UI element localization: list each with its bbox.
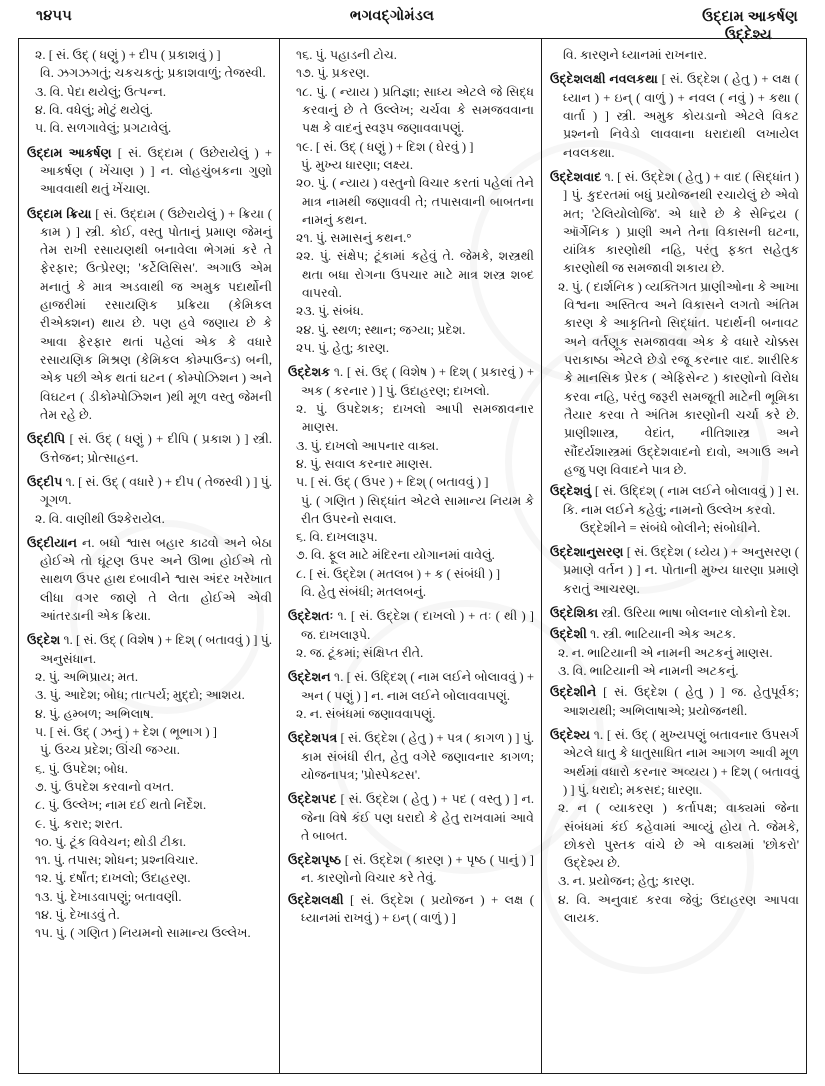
- entry-definition: સ્ત્રી. ઉરિયા ભાષા બોલનાર લોકોનો દેશ.: [598, 606, 791, 621]
- entry-sense: ૪. વિ. અનુવાદ કરવા જેવું; ઉદાહરણ આપવા લાયક.: [558, 892, 799, 926]
- dictionary-entry: [550, 604, 799, 622]
- dictionary-entry: [288, 729, 534, 784]
- entry-sense: ૬. વિ. દાખલારૂપ.: [296, 530, 378, 545]
- entry-sense: ૧૯. [ સં. ઉદ્ ( ધણું ) + દિશ ( ઘેરવું ) ]: [296, 139, 474, 154]
- entry-headword: ઉદ્દેશિકા: [550, 606, 599, 621]
- entry-sense: ૧૬. પું. પહાડની ટોચ.: [296, 48, 397, 62]
- entry-sense: ૧૪. પું. દેખાડવું તે.: [35, 908, 120, 923]
- dictionary-entry: [27, 144, 272, 199]
- entry-headword: ઉદ્દેશલક્ષી નવલકથા: [550, 72, 658, 87]
- dictionary-entry: [288, 891, 534, 928]
- dictionary-entry: [27, 534, 272, 626]
- entry-subnote: ઉદ્દેશીને = સંબંધે બોલીને; સંબોધીને.: [580, 520, 761, 535]
- entry-headword: ઉદ્દીપ: [27, 474, 63, 489]
- entry-definition: ન. બધો શ્વાસ બહાર કાઢવો અને બેઠા હોઈએ તો ઘૂંટણ ઉપર અને ઊભા હોઈએ તો સાથળ ઉપર હાથ દબાવીને શ્વાસ અંદર ખરેખાત લીધા વગર જાણે તે લેતા હોઈએ એવી આંતરડાની એક ક્રિયા.: [40, 535, 272, 624]
- entry-sense: ૩. પું. દાખલો આપનાર વાક્ય.: [296, 438, 439, 453]
- entry-sense: ૧૧. પું. તપાસ; શોધન; પ્રશ્નવિચાર.: [35, 853, 199, 868]
- entry-headword: ઉદ્દેશક: [288, 365, 331, 380]
- entry-sense: ૨. ન. ભાટિયાની એ નામની અટકનું માણસ.: [558, 645, 773, 660]
- entry-sense: ૭. વિ. ફૂલ માટે મંદિરના યોગાનમાં વાવેલું.: [296, 548, 495, 563]
- entry-headword: ઉદ્દેશલક્ષી: [288, 892, 344, 907]
- dictionary-entry: [550, 625, 799, 643]
- entry-headword: ઉદ્દામ આકર્ષણ: [27, 145, 112, 160]
- entry-sense: પું. ( ગણિત ) સિદ્ધાંત એટલે સામાન્ય નિયમ કે રીત ઉપરનો સવાલ.: [301, 493, 534, 526]
- entry-headword: ઉદ્દેશ્ય: [550, 727, 591, 742]
- entry-sense: ૨૫. પું. હેતુ; કારણ.: [296, 341, 390, 355]
- entry-definition: ૧. [ સં. ઉદ્ ( વધારે ) + દીપ ( તેજસ્વી ) ] પું. ગૂગળ.: [40, 474, 272, 508]
- text-column-1: [19, 39, 280, 1073]
- entry-sense: ૩. ન. પ્રયોજન; હેતુ; કારણ.: [558, 874, 695, 889]
- entry-headword: ઉદ્દીયાન: [27, 535, 77, 550]
- dictionary-entry: [550, 683, 799, 720]
- entry-sense: ૧૭. પું. પ્રકરણ.: [296, 66, 370, 81]
- text-column-2: [280, 39, 542, 1073]
- dictionary-entry: [288, 607, 534, 644]
- entry-sense: ૪. વિ. વધેલું; મોટું થયેલું.: [35, 102, 153, 117]
- entry-headword: ઉદ્દેશાનુસરણ: [550, 545, 624, 560]
- entry-definition: [ સં. ઉદ્દામ ( ઉછેરાયેલું ) + આકર્ષણ ( ખેંચાણ ) ] ન. લોહચુંબકના ગુણો આવવાથી થતું ખેંચાણ.: [40, 145, 272, 197]
- entry-sense: ૨. પું. ઉપદેશક; દાખલો આપી સમજાવનાર માણસ.: [296, 401, 534, 435]
- entry-sense: ૩. વિ. પેદા થયેલું; ઉત્પન્ન.: [35, 84, 167, 99]
- entry-sense: ૨. [ સં. ઉદ્ ( ધણું ) + દીપ ( પ્રકાશવું ) ]: [35, 48, 221, 62]
- text-column-3: [542, 39, 806, 1073]
- dictionary-entry: [288, 790, 534, 845]
- running-head-line2: ઉદ્દેશ્ય: [724, 27, 772, 44]
- entry-sense: પું. મુખ્ય ધારણા; લક્ષ્ય.: [301, 157, 413, 172]
- entry-definition: ૧. [ સં. ઉદ્ ( વિશેષ ) + દિશ્ ( પ્રકારવું ) + અક ( કરનાર ) ] પું. ઉદાહરણ; દાખલો.: [301, 365, 534, 398]
- entry-sense: ૮. [ સં. ઉદ્દેશ ( મતલબ ) + ક ( સંબંધી ) ]: [296, 566, 501, 581]
- entry-definition: ૧. [ સં. ઉદ્ ( મુખ્યપણું બતાવનાર ઉપસર્ગ એટલે ધાતુ કે ધાતુસાધિત નામ આગળ આવી મૂળ અર્થમાં વધારો કરનાર અવ્યય ) + દિશ્ ( બતાવવું ) ] પું. ધરાદો; મકસદ; ધારણા.: [563, 727, 799, 797]
- dictionary-entry: [550, 168, 799, 278]
- entry-definition: ૧. સ્ત્રી. ભાટિયાની એક અટક.: [586, 627, 736, 642]
- running-head-line1: ઉદ્દામ આકર્ષણ: [702, 9, 798, 25]
- dictionary-entry: [550, 482, 799, 519]
- entry-definition: [ સં. ઉદ્દિશ્ ( નામ લઈને બોલાવવું ) ] સ. કિ. નામ લઈને કહેવું; નામનો ઉલ્લેખ કરવો.: [563, 484, 799, 517]
- entry-sense: ૫. [ સં. ઉદ્ ( ઉપર ) + દિશ્ ( બતાવવું ) ]: [296, 475, 489, 490]
- dictionary-entry: [27, 473, 272, 510]
- entry-headword: ઉદ્દેશન: [288, 670, 331, 685]
- entry-headword: ઉદ્દીપિ: [27, 432, 66, 447]
- dictionary-entry: [288, 668, 534, 705]
- entry-sense: ૨૨. પું. સંક્ષેપ; ટૂંકામાં કહેવું તે. જેમકે, શસ્ત્રથી થતા બધા રોગના ઉપચાર માટે માત્ર શસ્ત્ર શબ્દ વાપરવો.: [296, 249, 534, 301]
- dictionary-entry: [288, 851, 534, 888]
- entry-sense: ૧૨. પું. દર્ષાંત; દાખલો; ઉદાહરણ.: [35, 871, 191, 886]
- entry-sense: ૨૧. પું. સમાસનું કથન.°: [296, 231, 412, 246]
- entry-headword: ઉદ્દેશપદ: [288, 792, 337, 807]
- entry-definition: ૧. [ સં. ઉદ્દેશ ( દાખલો ) + તઃ ( થી ) ] જ. દાખલારૂપે.: [301, 609, 534, 642]
- dictionary-entry: [550, 543, 799, 598]
- entry-sense: ૨. ન ( વ્યાકરણ ) કર્તાપક્ષ; વાક્યમાં જેના સંબંધમાં કંઈ કહેવામાં આવ્યું હોય તે. જેમકે, છોકરો પુસ્તક વાંચે છે એ વાક્યમાં 'છોકરો' ઉદ્દેશ્ય છે.: [558, 801, 799, 871]
- entry-definition: [ સં. ઉદ્દેશ ( કારણ ) + પૃષ્ઠ ( પાનું ) ] ન. કારણોનો વિચાર કરે તેવું.: [301, 853, 534, 886]
- entry-sense: ૫. [ સં. ઉદ્ ( ઝનું ) + દેશ ( ભૂભાગ ) ]: [35, 724, 217, 739]
- entry-definition: [ સં. ઉદ્દેશ ( હેતુ ) + પદ ( વસ્તુ ) ] ન. જેના વિષે કંઈ પણ ધરાદો કે હેતુ રાખવામાં આવે તે બાબત.: [301, 792, 534, 843]
- entry-definition: [ સં. ઉદ્દામ ( ઉછેરાયેલું ) + ક્રિયા ( કામ ) ] સ્ત્રી. કોઈ, વસ્તુ પોતાનું પ્રમાણ જેમનું તેમ રાખી રસાયણથી બનાવેલા ભેગમાં કરે તે ફેરફાર; ઉત્પ્રેરણ; 'કર્ટેલિસિસ'. અગાઉ એમ મનાતું કે માત્ર અડવાથી જ અમુક પદાર્થોની હાજરીમાં રસાયણિક પ્રક્રિયા (કેમિકલ રીએક્શન) થાય છે. પણ હવે જણાય છે કે આવા ફેરફાર થતાં પહેલાં એક કે વધારે રસાયણિક મિશ્રણ (કેમિકલ કોમ્પાઉન્ડ) બની, એક પછી એક થતાં ઘટન ( કોમ્પોઝિશન ) અને વિઘટન ( ડીકોમ્પોઝિશન )થી મૂળ વસ્તુ જેમની તેમ રહે છે.: [40, 206, 272, 422]
- entry-sense: ૨૦. પું. ( ન્યાય ) વસ્તુનો વિચાર કરતાં પહેલાં તેને માત્ર નામથી જણાવવી તે; તપાસવાની બાબતના નામનું કથન.: [296, 176, 534, 227]
- entry-sense: ૨૩. પું. સંબંધ.: [296, 304, 364, 319]
- entry-definition: ૧. [ સં. ઉદ્ ( વિશેષ ) + દિશ્ ( બતાવવું ) ] પું. અનુસંધાન.: [40, 633, 272, 666]
- entry-headword: ઉદ્દેશ: [27, 633, 61, 648]
- entry-sense: ૬. પું. ઉપદેશ; બોધ.: [35, 761, 128, 776]
- entry-headword: ઉદ્દેશી: [550, 627, 587, 642]
- entry-definition: ૧. [ સં. ઉદ્દેશ ( હેતુ ) + વાદ ( સિદ્ધાંત ) ] પું. કુદરતમાં બધું પ્રયોજનથી રચાયેલું છે એવો મત; 'ટેલિયોલોજિ'. એ ધારે છે કે સેન્દ્રિય ( ઑર્ગેનિક ) પ્રાણી અને તેના વિકાસની ઘટના, યાંત્રિક કારણોથી નહિ, પરંતુ ફક્ત સહેતુક કારણોથી જ સમજાવી શકાય છે.: [563, 169, 799, 276]
- entry-sense: ૮. પું. ઉલ્લેખ; નામ દઈ થતો નિર્દેશ.: [35, 798, 207, 813]
- entry-sense: ૨. પું. અભિપ્રાય; મત.: [35, 670, 138, 684]
- entry-sense: ૯. પું. કરાર; શરત.: [35, 816, 123, 831]
- dictionary-entry: [550, 726, 799, 799]
- entry-sense: વિ. કારણને ધ્યાનમાં રાખનાર.: [563, 48, 707, 62]
- entry-sense: ૧૮. પું. ( ન્યાય ) પ્રતિજ્ઞા; સાધ્ય એટલે જે સિદ્ધ કરવાનું છે તે ઉલ્લેખ; ચર્ચવા કે સમજવવાના પક્ષ કે વાદનું સ્વરૂપ જણાવવાપણું.: [296, 84, 534, 136]
- entry-headword: ઉદ્દેશવાદ: [550, 169, 602, 184]
- entry-sense: ૨. ન. સંબંધમાં જણાવવાપણું.: [296, 706, 436, 721]
- entry-sense: ૨૪. પું. સ્થળ; સ્થાન; જગ્યા; પ્રદેશ.: [296, 322, 466, 337]
- entry-sense: ૭. પું. ઉપદેશ કરવાનો વખત.: [35, 779, 174, 794]
- entry-sense: ૨. જ. ટૂંકમાં; સંક્ષિપ્ત રીતે.: [296, 646, 424, 660]
- entry-sense: પું. ઉચ્ચ પ્રદેશ; ઊંચી જગ્યા.: [40, 743, 180, 758]
- entry-headword: ઉદ્દેશપૃષ્ઠ: [288, 853, 342, 868]
- entry-definition: [ સં. ઉદ્દેશ ( હેતુ ) ] જ. હેતુપૂર્વક; આશયથી; અભિલાષાએ; પ્રયોજનથી.: [563, 685, 799, 718]
- dictionary-entry: [550, 70, 799, 162]
- entry-headword: ઉદ્દેશીને: [550, 685, 597, 700]
- entry-definition: [ સં. ઉદ્દેશ ( ધ્યેય ) + અનુસરણ ( પ્રમાણે વર્તન ) ] ન. પોતાની મુખ્ય ધારણા પ્રમાણે કરાતું આચરણ.: [563, 545, 799, 596]
- entry-sense: વિ. ઝગઝગતું; ચકચકતું; પ્રકાશવાળું; તેજસ્વી.: [40, 66, 266, 81]
- entry-definition: ૧. [ સં. ઉદ્દિશ્ ( નામ લઈને બોલાવવું ) + અન ( પણું ) ] ન. નામ લઈને બોલાવવાપણું.: [301, 670, 534, 703]
- entry-sense: ૪. પું. સવાલ કરનાર માણસ.: [296, 456, 433, 471]
- entry-sense: ૩. પું. આદેશ; બોધ; તાત્પર્ય; મુદ્દો; આશય.: [35, 688, 245, 703]
- entry-sense: ૧૦. પું. ટૂંક વિવેચન; થોડી ટીકા.: [35, 834, 187, 849]
- dictionary-entry: [288, 363, 534, 400]
- entry-sense: ૩. વિ. ભાટિયાની એ નામની અટકનું.: [558, 664, 739, 678]
- entry-sense: ૪. પું. હમ્બળ; અભિલાષ.: [35, 706, 154, 721]
- entry-headword: ઉદ્દેશતઃ: [288, 609, 334, 624]
- entry-sense: ૨. વિ. વાણીથી ઉશ્કેરાયેલ.: [35, 511, 165, 526]
- entry-headword: ઉદ્દેશવું: [550, 484, 592, 499]
- entry-sense: વિ. હેતુ સંબંધી; મતલબનું.: [301, 585, 426, 600]
- entry-sense: ૫. વિ. સળગાવેલું; પ્રગટાવેલું.: [35, 121, 172, 136]
- book-title: ભગવદ્ગોમંડલ: [349, 8, 435, 24]
- column-container: [19, 39, 806, 1073]
- page-number: ૧૪૫૫: [36, 8, 72, 24]
- entry-sense: ૨. પું. ( દાર્શનિક ) વ્યક્તિગત પ્રાણીઓના કે આખા વિશ્વના અસ્તિત્વ અને વિકાસને લગતો અંતિમ કારણ કે આકૃતિનો સિદ્ધાંત. પદાર્થની બનાવટ અને વર્તણૂક સમજાવવા એક કે વધારે ચોક્કસ પરાકાષ્ઠા એટલે છેડો રજૂ કરનાર વાદ. શારીરિક કે માનસિક પ્રેરક ( એફિસેન્ટ ) કારણોનો વિરોધ કરવા નહિ, પરંતુ જરૂરી સમજૂતી માટેની ભૂમિકા તૈયાર કરવા તે અંતિમ કારણોની ચર્ચા કરે છે. પ્રાણીશાસ્ત્ર, વેદાંત, નીતિશાસ્ત્ર અને સૌંદર્યશાસ્ત્રમાં ઉદ્દેશવાદનો દાવો, અગાઉ અને હજુ પણ વિવાદને પાત્ર છે.: [558, 279, 799, 477]
- entry-headword: ઉદ્દેશપત્ર: [288, 731, 338, 746]
- entry-definition: [ સં. ઉદ્દેશ ( હેતુ ) + લક્ષ ( ધ્યાન ) + ઇન્ ( વાળું ) + નવલ ( નવું ) + કથા ( વાર્તા ) ] સ્ત્રી. અમુક કોયડાનો એટલે વિકટ પ્રશ્નનો નિવેડો લાવવાના ધરાદાથી લખાયેલ નવલકથા.: [563, 72, 799, 160]
- dictionary-entry: [27, 205, 272, 425]
- entry-definition: [ સં. ઉદ્દેશ ( હેતુ ) + પત્ર ( કાગળ ) ] પું. કામ સંબંધી રીત, હેતુ વગેરે જણાવનાર કાગળ; યોજનાપત્ર; 'પ્રોસ્પેક્ટસ'.: [301, 731, 534, 782]
- entry-headword: ઉદ્દામ ક્રિયા: [27, 206, 92, 221]
- dictionary-entry: [27, 430, 272, 467]
- entry-definition: [ સં. ઉદ્ ( ધણું ) + દીપિ ( પ્રકાશ ) ] સ્ત્રી. ઉત્તેજન; પ્રોત્સાહન.: [40, 432, 272, 465]
- dictionary-entry: [27, 631, 272, 668]
- entry-sense: ૧૩. પું. દેખાડવાપણું; બતાવણી.: [35, 889, 182, 904]
- entry-definition: [ સં. ઉદ્દેશ ( પ્રયોજન ) + લક્ષ ( ધ્યાનમાં રાખવું ) + ઇન્ ( વાળું ) ]: [301, 892, 534, 926]
- entry-sense: ૧૫. પું. ( ગણિત ) નિયમનો સામાન્ય ઉલ્લેખ.: [35, 926, 251, 941]
